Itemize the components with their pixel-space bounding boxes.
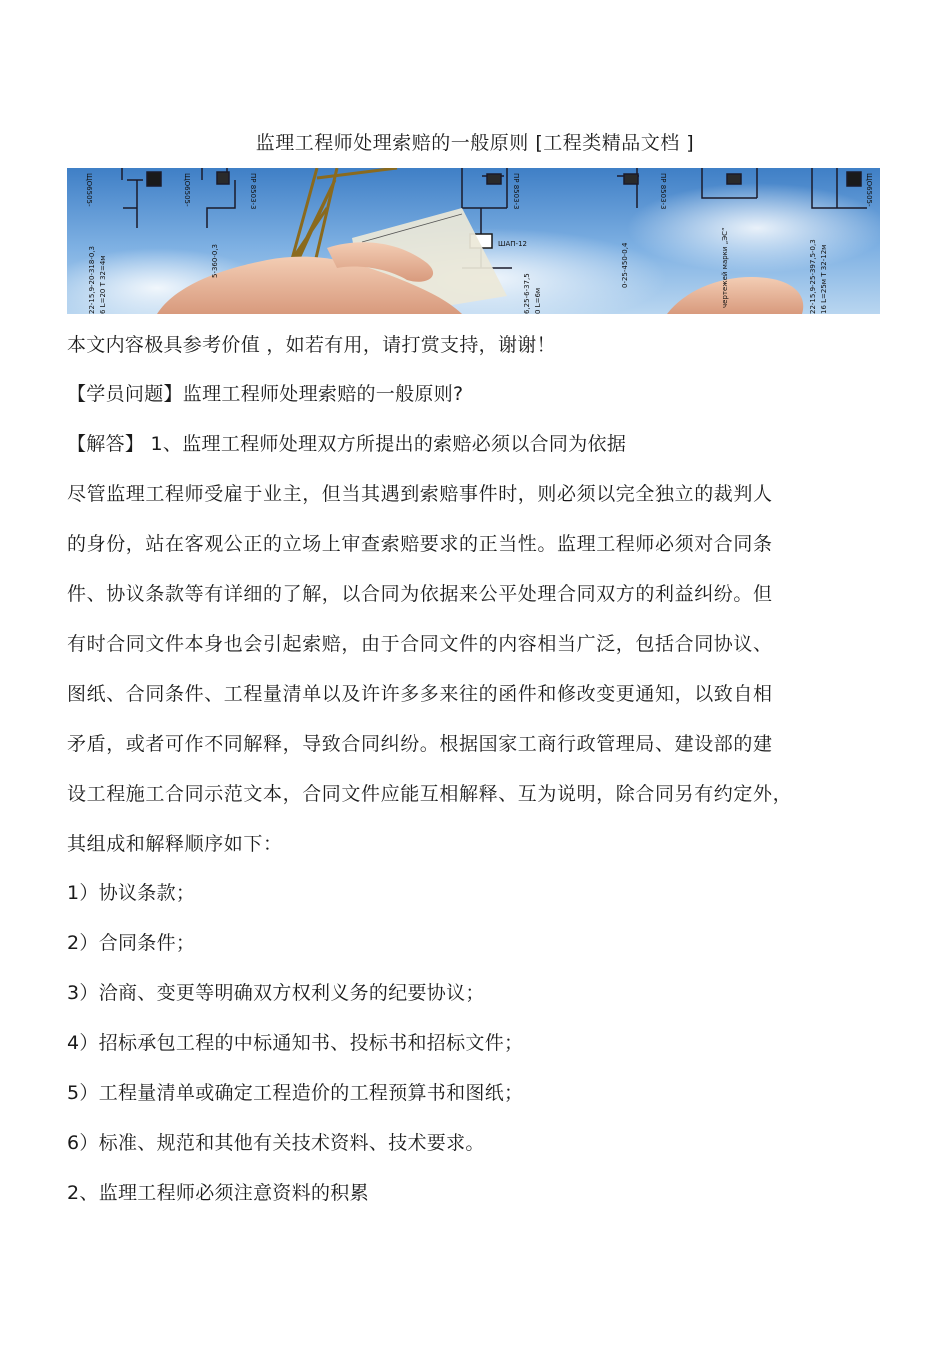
paragraph-line: 有时合同文件本身也会引起索赔，由于合同文件的内容相当广泛，包括合同协议、 [67, 633, 773, 655]
banner-label: 22-15,9-25-397,5-0,3 [809, 239, 817, 314]
banner-label: 22-15,9-20-318-0,3 [88, 246, 96, 314]
banner-label: ЩО6505- [183, 173, 191, 207]
banner-label: ШАП-12 [498, 240, 527, 248]
paragraph-line: 的身份，站在客观公正的立场上审查索赔要求的正当性。监理工程师必须对合同条 [67, 533, 773, 555]
list-item: 3）洽商、变更等明确双方权利义务的纪要协议； [67, 982, 485, 1004]
banner-label: ЩО6505- [85, 173, 93, 207]
page-title: 监理工程师处理索赔的一般原则 [工程类精品文档 ] [255, 132, 695, 154]
answer-heading: 【解答】 1、监理工程师处理双方所提出的索赔必须以合同为依据 [67, 433, 627, 455]
banner-label: 6 L=20 T 32=4м [99, 255, 107, 314]
banner-label: 16 L=25м T 32-12м [820, 244, 828, 314]
paragraph-line: 尽管监理工程师受雇于业主，但当其遇到索赔事件时，则必须以完全独立的裁判人 [67, 483, 773, 505]
banner-label: 6,25-6-37,5 [523, 273, 531, 314]
list-item: 4）招标承包工程的中标通知书、投标书和招标文件； [67, 1032, 524, 1054]
banner-label: 5-360-0,3 [211, 244, 219, 278]
banner-label: 0 L=6м [534, 287, 542, 314]
banner-label: ПР 8503-3 [249, 173, 257, 210]
paragraph-line: 设工程施工合同示范文本，合同文件应能互相解释、互为说明，除合同另有约定外， [67, 783, 793, 805]
question-text: 【学员问题】监理工程师处理索赔的一般原则? [67, 383, 464, 405]
paragraph-line: 图纸、合同条件、工程量清单以及许许多多来往的函件和修改变更通知，以致自相 [67, 683, 773, 705]
list-item: 2）合同条件； [67, 932, 196, 954]
list-item: 5）工程量清单或确定工程造价的工程预算书和图纸； [67, 1082, 524, 1104]
banner-label: ПР 8503-3 [659, 173, 667, 210]
section-heading: 2、监理工程师必须注意资料的积累 [67, 1182, 369, 1204]
banner-label: 0-25-450-0,4 [621, 242, 629, 288]
header-banner-image [67, 168, 880, 314]
paragraph-line: 矛盾，或者可作不同解释，导致合同纠纷。根据国家工商行政管理局、建设部的建 [67, 733, 773, 755]
paragraph-line: 件、协议条款等有详细的了解，以合同为依据来公平处理合同双方的利益纠纷。但 [67, 583, 773, 605]
banner-label: ПР 8503-3 [512, 173, 520, 210]
paragraph-line: 其组成和解释顺序如下： [67, 833, 283, 855]
list-item: 1）协议条款； [67, 882, 196, 904]
notice-text: 本文内容极具参考价值 ，如若有用，请打赏支持，谢谢！ [67, 334, 556, 356]
list-item: 6）标准、规范和其他有关技术资料、技术要求。 [67, 1132, 485, 1154]
banner-label: чертежей марки „ЭС“ [721, 227, 729, 308]
banner-label: ЩО6505- [865, 173, 873, 207]
